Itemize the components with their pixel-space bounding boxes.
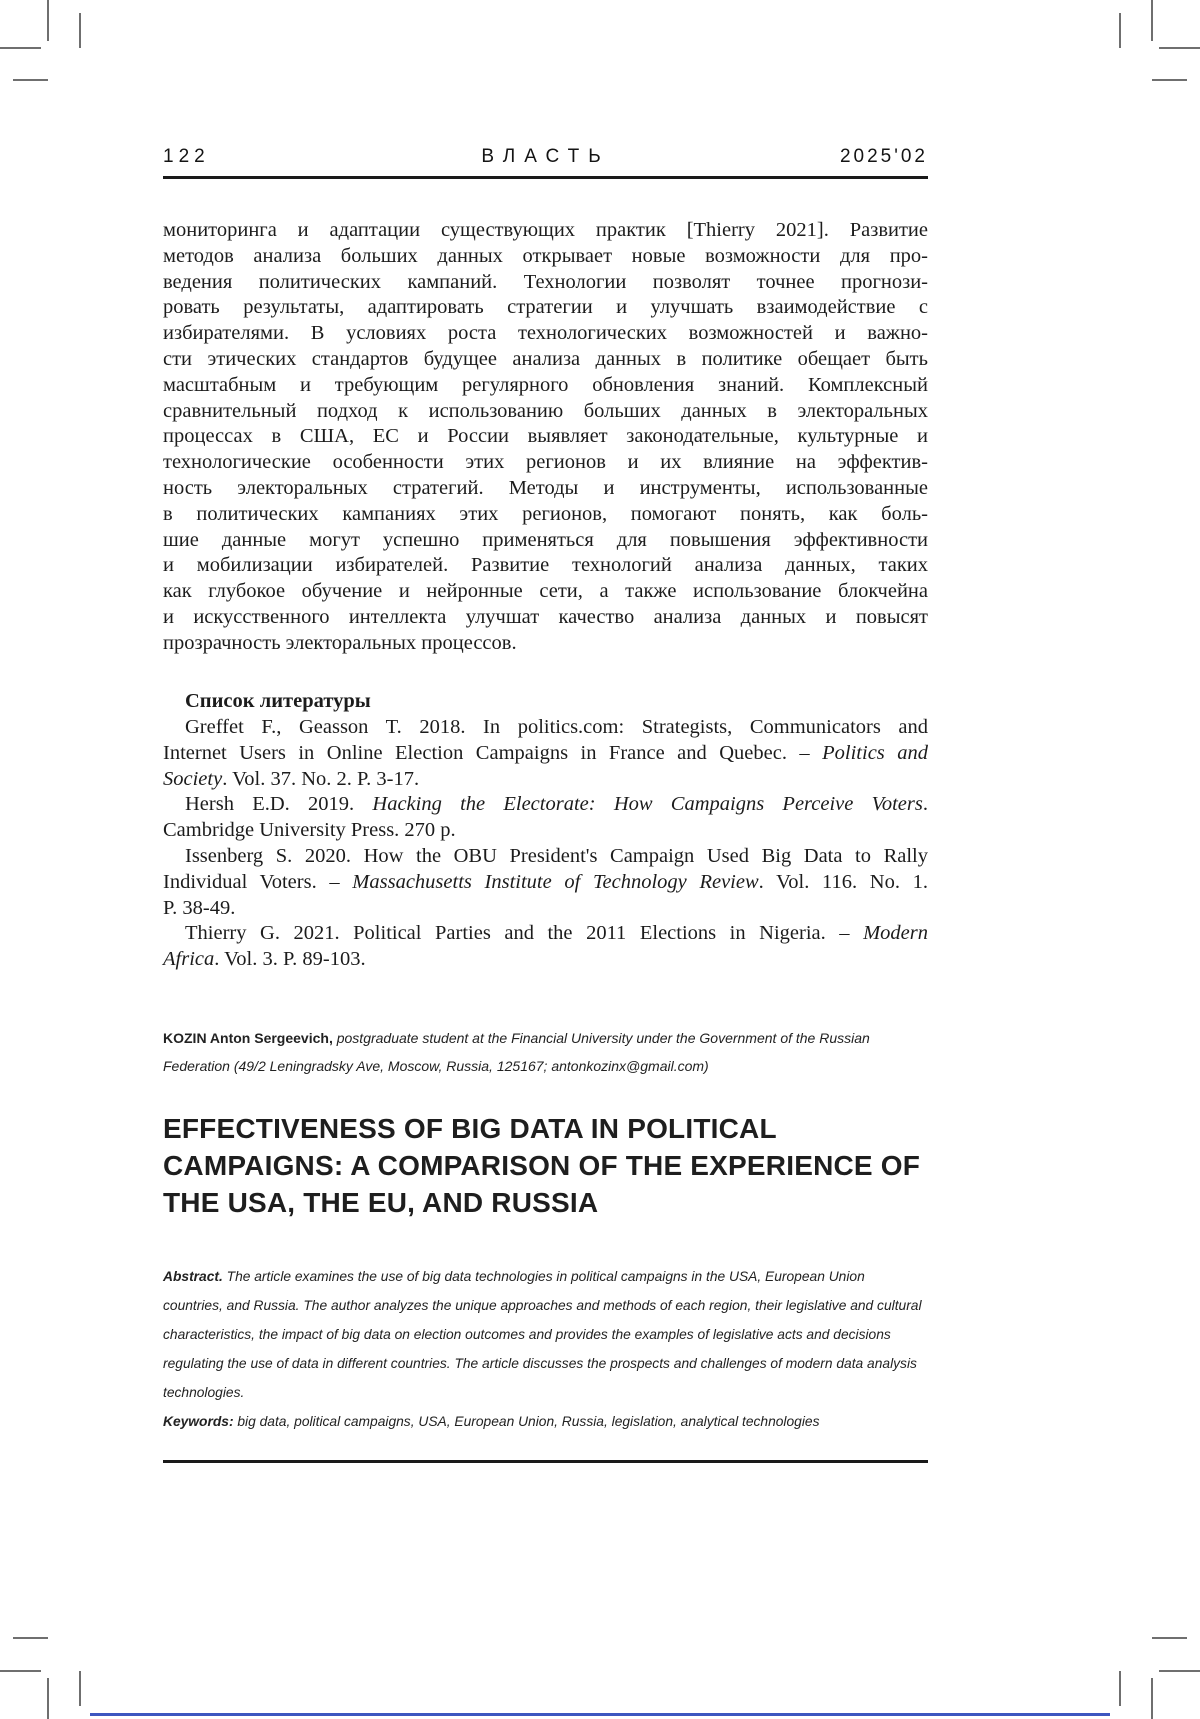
crop-mark-bottom-right-h-inner xyxy=(1152,1637,1187,1639)
crop-mark-top-right-v-outer xyxy=(1151,0,1153,41)
header-rule xyxy=(163,176,928,179)
reference-entry: Hersh E.D. 2019. Hacking the Electorate: How Campaigns Perceive Voters. Cambridge University Press. 270 p. xyxy=(163,793,928,842)
issue-number: 2025'02 xyxy=(839,146,928,167)
body-paragraph: мониторинга и адаптации существующих практик [Thierry 2021]. Развитие методов анализа больших данных открывает новые возможности для про- ведения политических кампаний. Технологии позволят точнее прогнози- ровать результаты, адаптировать стратегии и улучшать взаимодействие с избирателями. В условиях роста технологических возможностей и важно- сти этических стандартов будущее анализа данных в политике обещает быть масштабным и требующим регулярного обновления знаний. Комплексный сравнительный подход к использованию больших данных в электоральных процессах в США, ЕС и России выявляет законодательные, культурные и технологические особенности этих регионов и их влияние на эффектив- ность электоральных стратегий. Методы и инструменты, использованные в политических кампаниях этих регионов, помогают понять, как боль- шие данные могут успешно применяться для повышения эффективности и мобилизации избирателей. Развитие технологий анализа данных, таких как глубокое обучение и нейронные сети, а также использование блокчейна и искусственного интеллекта улучшат качество анализа данных и повысят прозрачность электоральных процессов. xyxy=(163,219,928,654)
footer-rule xyxy=(163,1460,928,1463)
reference-entry: Issenberg S. 2020. How the OBU President's Campaign Used Big Data to Rally Individual Voters. – Massachusetts Institute of Technology Review. Vol. 116. No. 1. P. 38-49. xyxy=(163,844,928,919)
page-bottom-line xyxy=(90,1713,1110,1716)
crop-mark-bottom-left-h-inner xyxy=(13,1637,48,1639)
references-heading: Список литературы xyxy=(185,690,371,712)
crop-mark-top-left-v-inner xyxy=(79,13,81,48)
crop-mark-top-left-h-inner xyxy=(13,79,48,81)
page-number: 122 xyxy=(163,146,210,167)
crop-mark-top-right-h-inner xyxy=(1152,79,1187,81)
crop-mark-bottom-right-v-outer xyxy=(1151,1678,1153,1719)
references-list xyxy=(163,715,928,973)
running-head xyxy=(163,146,928,168)
crop-mark-bottom-left-v-outer xyxy=(47,1678,49,1719)
crop-mark-top-left-h-outer xyxy=(0,47,41,49)
abstract-and-keywords: Abstract. The article examines the use of big data technologies in political campaigns in the USA, European Union countries, and Russia. The author analyzes the unique approaches and methods of each region, their legislative and cultural characteristics, the impact of big data on election outcomes and provides the examples of legislative acts and decisions regulating the use of data in different countries. The article discusses the prospects and challenges of modern data analysis technologies. Keywords: big data, political campaigns, USA, European Union, Russia, legislation, analytical technologies xyxy=(163,1269,922,1429)
reference-entry: Greffet F., Geasson T. 2018. In politics.com: Strategists, Communicators and Internet Users in Online Election Campaigns in France and Quebec. – Politics and Society. Vol. 37. No. 2. P. 3-17. xyxy=(163,716,928,790)
crop-mark-top-left-v-outer xyxy=(47,0,49,41)
crop-mark-top-right-v-inner xyxy=(1119,13,1121,48)
reference-entry: Thierry G. 2021. Political Parties and the 2011 Elections in Nigeria. – Modern Africa. Vol. 3. P. 89-103. xyxy=(163,922,928,971)
journal-name: ВЛАСТЬ xyxy=(481,146,610,167)
crop-mark-bottom-left-v-inner xyxy=(79,1671,81,1706)
crop-mark-bottom-right-h-outer xyxy=(1159,1670,1200,1672)
article-title: EFFECTIVENESS OF BIG DATA IN POLITICAL CAMPAIGNS: A COMPARISON OF THE EXPERIENCE OF THE USA, THE EU, AND RUSSIA xyxy=(163,1113,921,1218)
crop-mark-top-right-h-outer xyxy=(1159,47,1200,49)
author-affiliation: KOZIN Anton Sergeevich, postgraduate student at the Financial University under the Government of the Russian Federation (49/2 Leningradsky Ave, Moscow, Russia, 125167; antonkozinx@gmail.com) xyxy=(163,1030,870,1074)
crop-mark-bottom-right-v-inner xyxy=(1119,1671,1121,1706)
crop-mark-bottom-left-h-outer xyxy=(0,1670,41,1672)
